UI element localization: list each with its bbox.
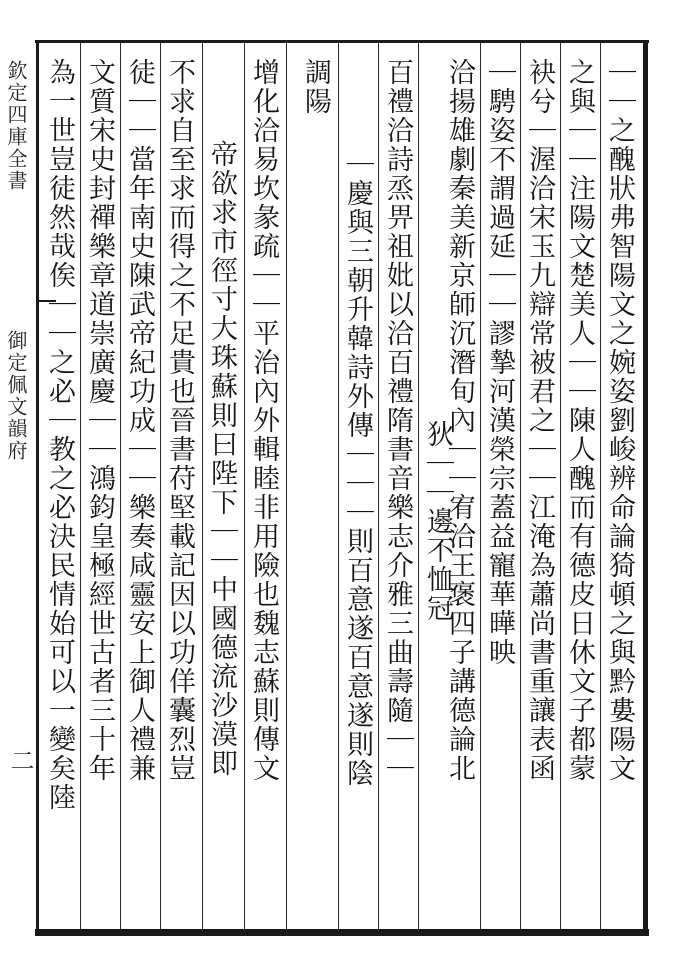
text-column: 文質宋史封禪樂章道崇廣慶｜｜鴻鈞皇極經世古者三十年 [84,58,115,783]
column-divider [378,43,379,929]
column-divider [480,43,481,929]
column-divider [80,43,81,929]
rhyme-heading: 調陽 [300,58,331,116]
book-series-title: 欽定四庫全書 [4,60,28,192]
column-divider [160,43,161,929]
text-column: 不求自至求而得之不足貴也晉書苻堅載記因以功佯囊烈豈 [164,58,195,783]
text-column: 徒｜｜當年南史陳武帝紀功成｜｜樂奏咸靈安上御人禮兼 [124,58,155,783]
text-column: 之與｜｜注陽文楚美人｜｜陳人醜而有德皮日休文子都蒙 [564,58,595,783]
book-title: 御定佩文韻府 [4,330,28,462]
text-column: 百禮洽詩烝畀祖妣以洽百禮隋書音樂志介雅三曲壽隨｜｜ [382,58,413,783]
text-column: 帝欲求市徑寸大珠蘇則曰陛下｜｜中國德流沙漠即 [206,140,237,778]
text-column: 狄｜｜邊不恤冠 [422,420,453,623]
text-column: ｜慶與三朝升韓詩外傳｜｜｜則百意遂百意遂則陰 [342,150,373,788]
inner-border [36,40,39,935]
column-divider [120,43,121,929]
text-column: ｜騁姿不謂過延｜｜謬摯河漢榮宗蓋益寵華曄映 [484,58,515,667]
text-column: 增化洽易坎彖疏｜｜平治內外輯睦非用險也魏志蘇則傳文 [248,58,279,783]
text-column: 為一世豈徒然哉俟｜｜之必｜教之必決民情始可以一變矣陸 [44,58,75,812]
text-column: 袂兮｜渥洽宋玉九辯常被君之｜｜江淹為蕭尚書重讓表函 [524,58,555,783]
column-divider [600,43,601,929]
column-divider [286,43,287,929]
column-divider [338,43,339,929]
right-border [643,40,648,935]
top-border [35,40,649,43]
bottom-border [35,929,649,936]
column-divider [560,43,561,929]
text-column: ｜｜之醜狀弗智陽文之婉姿劉峻辨命論猗頓之與黔婁陽文 [604,58,635,783]
column-divider [520,43,521,929]
column-divider [202,43,203,929]
page-number: 二 [6,748,34,774]
column-divider [418,43,419,929]
column-divider [244,43,245,929]
text-column: 洽揚雄劇秦美新京師沉潛旬內｜｜宥洽王褒四子講德論北 [444,58,475,783]
